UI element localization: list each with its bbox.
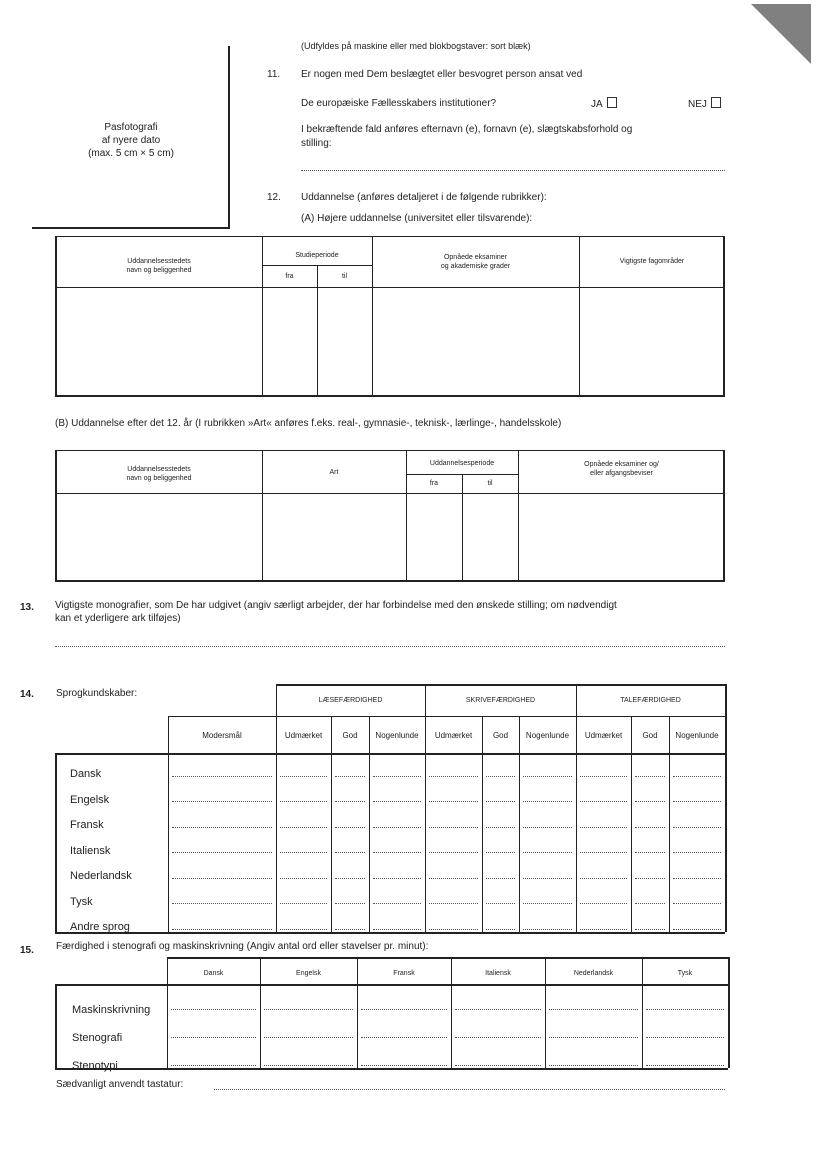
steno-cell[interactable] (264, 1009, 353, 1010)
photo-label-1: Pasfotografi (104, 122, 158, 133)
language-cell[interactable] (373, 852, 421, 853)
lang-level-header: Nogenlunde (675, 731, 719, 740)
language-cell[interactable] (580, 827, 627, 828)
language-cell[interactable] (486, 776, 515, 777)
table-b-cell-institution[interactable] (56, 494, 262, 580)
language-cell[interactable] (373, 801, 421, 802)
q11-detail-2: stilling: (301, 138, 332, 149)
language-cell[interactable] (673, 878, 721, 879)
language-cell[interactable] (635, 801, 665, 802)
table-b-header-period: Uddannelsesperiode (429, 460, 495, 467)
q11-nej-label: NEJ (688, 99, 707, 110)
steno-column-header: Tysk (677, 970, 693, 977)
language-cell[interactable] (429, 929, 478, 930)
steno-cell[interactable] (646, 1009, 724, 1010)
q11-ja-option[interactable] (591, 97, 617, 110)
table-b-header-institution-1: Uddannelsesstedets (127, 466, 191, 473)
table-b-cell-art[interactable] (263, 494, 406, 580)
language-cell[interactable] (523, 903, 572, 904)
language-cell[interactable] (523, 776, 572, 777)
language-cell[interactable] (335, 903, 365, 904)
language-cell[interactable] (373, 929, 421, 930)
language-cell[interactable] (523, 852, 572, 853)
q11-answer-line[interactable] (301, 170, 725, 171)
lang-grid-divider (276, 684, 277, 932)
steno-cell[interactable] (549, 1065, 638, 1066)
lang-grid-left (55, 753, 57, 932)
steno-column-header: Fransk (393, 970, 415, 977)
language-cell[interactable] (335, 801, 365, 802)
q15-title: Færdighed i stenografi og maskinskrivning (Angiv antal ord eller stavelser pr. minut): (56, 941, 429, 952)
q11-ja-label: JA (591, 99, 603, 110)
steno-cell[interactable] (171, 1065, 256, 1066)
steno-row-label: Stenografi (72, 1032, 123, 1044)
steno-column-header: Italiensk (485, 970, 511, 977)
steno-grid-top (167, 957, 728, 959)
table-b-subheader-divider (406, 474, 518, 475)
steno-cell[interactable] (646, 1037, 724, 1038)
language-cell[interactable] (280, 903, 327, 904)
language-cell[interactable] (673, 801, 721, 802)
lang-level-header: God (642, 731, 658, 740)
lang-grid-top-line (276, 684, 725, 686)
language-cell[interactable] (673, 903, 721, 904)
language-cell[interactable] (280, 878, 327, 879)
table-a-header-fields: Vigtigste fagområder (619, 258, 685, 265)
language-row-label: Andre sprog (70, 921, 130, 934)
language-cell[interactable] (486, 801, 515, 802)
table-a-subheader-divider (262, 265, 372, 266)
language-cell[interactable] (373, 878, 421, 879)
language-cell[interactable] (335, 878, 365, 879)
language-row-label: Nederlandsk (70, 870, 132, 883)
table-b-cell-exams[interactable] (519, 494, 723, 580)
language-cell[interactable] (486, 852, 515, 853)
lang-group-header: SKRIVEFÆRDIGHED (465, 697, 536, 704)
keyboard-answer-line[interactable] (214, 1089, 725, 1090)
steno-column-header: Nederlandsk (573, 970, 614, 977)
language-cell[interactable] (523, 929, 572, 930)
language-cell[interactable] (673, 776, 721, 777)
lang-group-header: TALEFÆRDIGHED (620, 697, 681, 704)
language-row-label: Tysk (70, 895, 93, 908)
language-cell[interactable] (486, 929, 515, 930)
steno-cell[interactable] (455, 1037, 541, 1038)
language-cell[interactable] (673, 852, 721, 853)
steno-cell[interactable] (361, 1037, 447, 1038)
language-row-label: Italiensk (70, 844, 111, 857)
table-a-header-institution-1: Uddannelsesstedets (127, 258, 191, 265)
table-a-header-exams-2: og akademiske grader (440, 263, 511, 270)
steno-column-header: Dansk (203, 970, 224, 977)
table-a-cell-fra[interactable] (263, 288, 317, 396)
language-cell[interactable] (523, 827, 572, 828)
steno-grid-right (728, 957, 730, 1068)
language-cell[interactable] (335, 852, 365, 853)
steno-cell[interactable] (361, 1065, 447, 1066)
table-a-cell-til[interactable] (318, 288, 372, 396)
lang-grid-right (725, 684, 727, 932)
table-a-header-period: Studieperiode (295, 252, 339, 259)
steno-cell[interactable] (549, 1037, 638, 1038)
language-cell[interactable] (429, 852, 478, 853)
language-cell[interactable] (280, 929, 327, 930)
fill-instructions: (Udfyldes på maskine eller med blokbogstaver: sort blæk) (301, 41, 531, 51)
photo-box[interactable] (32, 46, 230, 229)
q15-number: 15. (20, 945, 34, 956)
steno-grid-bottom (55, 1068, 728, 1070)
steno-cell[interactable] (171, 1009, 256, 1010)
language-cell[interactable] (429, 827, 478, 828)
language-cell[interactable] (429, 776, 478, 777)
language-cell[interactable] (635, 903, 665, 904)
q11-text-1: Er nogen med Dem beslægtet eller besvogret person ansat ved (301, 69, 583, 80)
keyboard-label: Sædvanligt anvendt tastatur: (56, 1079, 184, 1090)
language-cell[interactable] (429, 878, 478, 879)
q13-text-2: kan et yderligere ark tilføjes) (55, 613, 181, 624)
language-cell[interactable] (280, 852, 327, 853)
language-cell[interactable] (280, 827, 327, 828)
steno-cell[interactable] (264, 1037, 353, 1038)
table-a-header-fra: fra (285, 273, 294, 280)
q13-number: 13. (20, 602, 34, 613)
steno-cell[interactable] (455, 1065, 541, 1066)
lang-grid-divider (425, 684, 426, 932)
lang-grid-header-line (168, 716, 725, 717)
language-cell[interactable] (635, 776, 665, 777)
q11-text-2: De europæiske Fællesskabers institutioner? (301, 98, 497, 109)
table-a-header-exams-1: Opnåede eksaminer (443, 254, 508, 261)
lang-grid-bottom (55, 932, 725, 934)
lang-level-header: Nogenlunde (375, 731, 419, 740)
language-cell[interactable] (172, 852, 272, 853)
language-cell[interactable] (486, 903, 515, 904)
q11-number: 11. (267, 69, 281, 80)
lang-header-mother-tongue: Modersmål (202, 731, 242, 740)
language-cell[interactable] (580, 801, 627, 802)
table-a-header-institution-2: navn og beliggenhed (126, 267, 192, 274)
language-cell[interactable] (486, 827, 515, 828)
language-row-label: Fransk (70, 819, 104, 832)
lang-grid-divider (669, 716, 670, 932)
language-cell[interactable] (580, 852, 627, 853)
language-cell[interactable] (580, 776, 627, 777)
lang-level-header: Udmærket (584, 731, 623, 740)
q11-ja-checkbox[interactable] (607, 97, 617, 108)
language-cell[interactable] (335, 929, 365, 930)
q12-number: 12. (267, 192, 281, 203)
lang-grid-divider (168, 716, 169, 932)
q13-answer-line[interactable] (55, 646, 725, 647)
language-cell[interactable] (373, 827, 421, 828)
photo-label-2: af nyere dato (101, 135, 161, 146)
steno-cell[interactable] (361, 1009, 447, 1010)
q13-text-1: Vigtigste monografier, som De har udgivet (angiv særligt arbejder, der har forbindelse med den ønskede stilling; om nødvendigt (55, 600, 617, 611)
language-row-label: Dansk (70, 768, 102, 780)
steno-cell[interactable] (455, 1009, 541, 1010)
q12-a-title: (A) Højere uddannelse (universitet eller tilsvarende): (301, 213, 533, 224)
steno-row-label: Maskinskrivning (72, 1004, 151, 1016)
photo-label-3: (max. 5 cm × 5 cm) (88, 148, 174, 159)
language-cell[interactable] (523, 801, 572, 802)
lang-grid-divider (519, 716, 520, 932)
lang-group-header: LÆSEFÆRDIGHED (318, 697, 383, 704)
language-cell[interactable] (523, 878, 572, 879)
language-cell[interactable] (429, 903, 478, 904)
lang-level-header: God (492, 731, 509, 740)
lang-grid-body-top (55, 753, 725, 755)
language-cell[interactable] (673, 827, 721, 828)
steno-cell[interactable] (646, 1065, 724, 1066)
steno-cell[interactable] (549, 1009, 638, 1010)
lang-grid-divider (631, 716, 632, 932)
language-cell[interactable] (280, 776, 327, 777)
lang-level-header: God (342, 731, 358, 740)
language-cell[interactable] (635, 852, 665, 853)
table-a-cell-fields[interactable] (580, 288, 723, 396)
q11-detail-1: I bekræftende fald anføres efternavn (e), fornavn (e), slægtskabsforhold og (301, 124, 633, 135)
language-cell[interactable] (172, 878, 272, 879)
scan-corner-shadow (751, 4, 811, 64)
q12-b-title: (B) Uddannelse efter det 12. år (I rubrikken »Art« anføres f.eks. real-, gymnasie-, teknisk-, lærlinge-, handelsskole) (55, 418, 562, 429)
lang-grid-divider (576, 684, 577, 932)
language-cell[interactable] (673, 929, 721, 930)
q12-title: Uddannelse (anføres detaljeret i de følgende rubrikker): (301, 192, 547, 203)
q11-nej-option[interactable] (688, 97, 721, 110)
language-cell[interactable] (373, 776, 421, 777)
steno-cell[interactable] (171, 1037, 256, 1038)
lang-level-header: Udmærket (434, 731, 473, 740)
q14-title: Sprogkundskaber: (56, 688, 138, 699)
language-cell[interactable] (335, 776, 365, 777)
q14-number: 14. (20, 689, 34, 700)
table-b-header-til: til (487, 480, 493, 487)
language-cell[interactable] (580, 878, 627, 879)
language-cell[interactable] (373, 903, 421, 904)
lang-level-header: Nogenlunde (525, 731, 570, 740)
table-b-header-institution-2: navn og beliggenhed (126, 475, 192, 482)
table-b-header-fra: fra (429, 480, 439, 487)
language-cell[interactable] (172, 929, 272, 930)
language-cell[interactable] (635, 827, 665, 828)
language-cell[interactable] (580, 903, 627, 904)
table-b-header-exams-2: eller afgangsbeviser (590, 470, 653, 477)
language-cell[interactable] (280, 801, 327, 802)
table-b-header-exams-1: Opnåede eksaminer og/ (584, 461, 659, 468)
language-cell[interactable] (635, 929, 665, 930)
steno-grid-header-line (55, 984, 728, 986)
language-cell[interactable] (486, 878, 515, 879)
lang-grid-divider (331, 716, 332, 932)
language-row-label: Engelsk (70, 793, 110, 806)
language-cell[interactable] (580, 929, 627, 930)
language-cell[interactable] (172, 827, 272, 828)
language-cell[interactable] (335, 827, 365, 828)
language-cell[interactable] (172, 801, 272, 802)
lang-grid-divider (482, 716, 483, 932)
table-b-cell-fra[interactable] (407, 494, 462, 580)
language-cell[interactable] (172, 776, 272, 777)
lang-level-header: Udmærket (284, 731, 323, 740)
lang-grid-divider (369, 716, 370, 932)
table-b-cell-til[interactable] (463, 494, 518, 580)
table-a-cell-exams[interactable] (373, 288, 579, 396)
steno-grid-left (55, 984, 57, 1068)
steno-column-header: Engelsk (296, 970, 321, 977)
q11-nej-checkbox[interactable] (711, 97, 721, 108)
language-cell[interactable] (172, 903, 272, 904)
steno-row-label: Stenotypi (72, 1060, 118, 1072)
table-a-cell-institution[interactable] (56, 288, 262, 396)
table-a-header-til: til (341, 273, 348, 280)
steno-cell[interactable] (264, 1065, 353, 1066)
language-cell[interactable] (635, 878, 665, 879)
table-b-header-art: Art (329, 469, 339, 476)
language-cell[interactable] (429, 801, 478, 802)
